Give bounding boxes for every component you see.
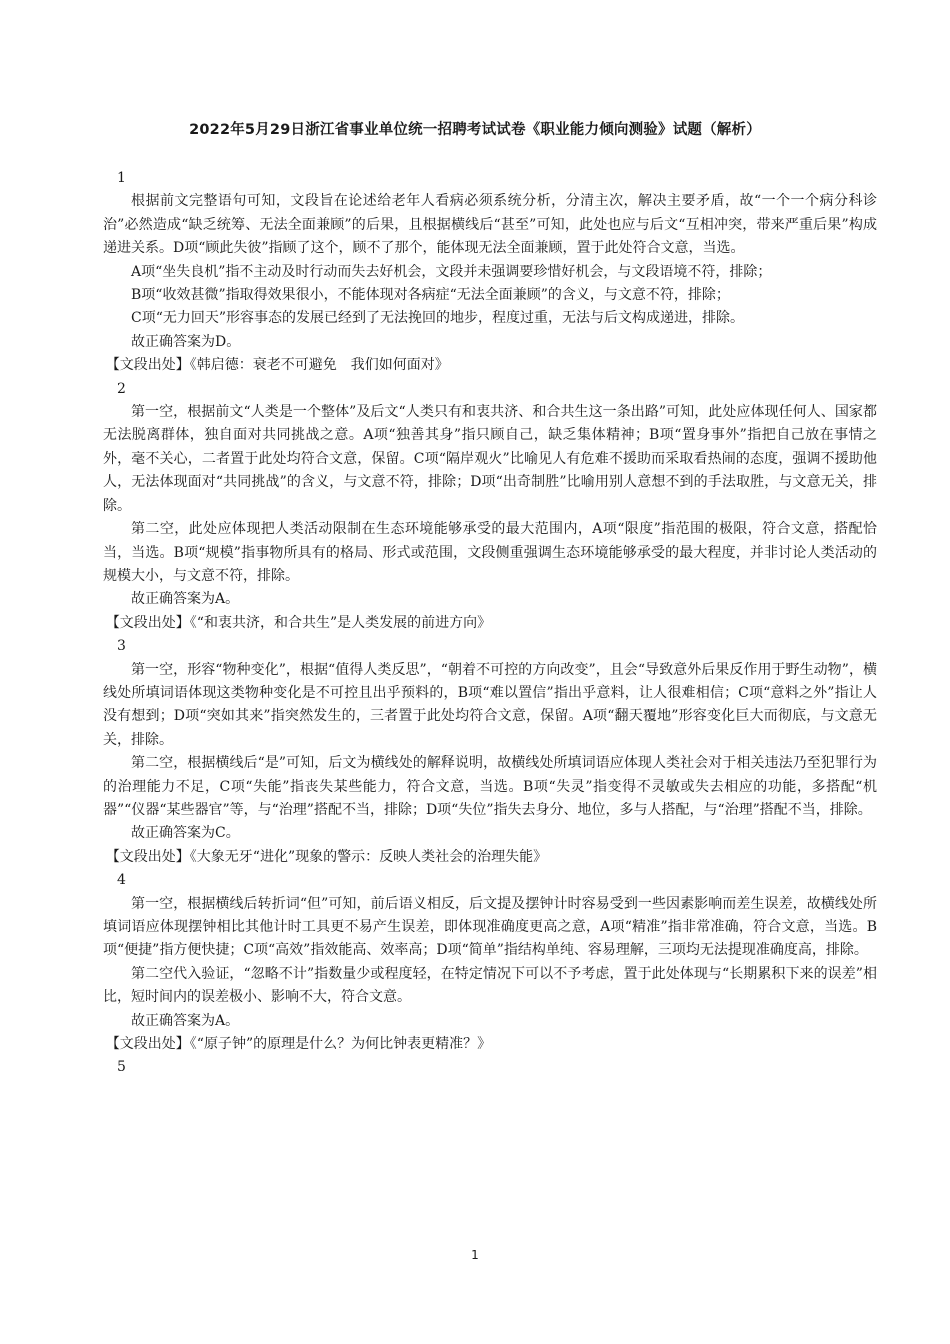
answer-line: 故正确答案为C。 (131, 825, 240, 842)
answer-line: 故正确答案为D。 (131, 333, 241, 350)
question-number: 2 (117, 380, 126, 397)
question-number: 1 (117, 170, 126, 186)
paragraph: 第二空，根据横线后“是”可知，后文为横线处的解释说明，故横线处所填词语应体现人类社会对于相关违法乃至犯罪行为的治理能力不足，C项“失能”指丧失某些能力，符合文意，当选。B项“失灵”指变得不灵敏或失去相应的功能，多搭配“机器”“仪器“某些器官”等，与“治理”搭配不当，排除；D项“失位”指失去身分、地位，多与人搭配，与“治理”搭配不当，排除。 (103, 755, 877, 818)
answer-line: 故正确答案为A。 (131, 1012, 240, 1029)
paragraph: 第一空，根据前文“人类是一个整体”及后文“人类只有和衷共济、和合共生这一条出路”可知，此处应体现任何人、国家都无法脱离群体，独自面对共同挑战之意。A项“独善其身”指只顾自己，缺乏集体精神；B项“置身事外”指把自己放在事情之外，毫不关心，二者置于此处均符合文意，保留。C项“隔岸观火”比喻见人有危难不援助而采取看热闹的态度，强调不援助他人，无法体现面对“共同挑战”的含义，与文意不符，排除；D项“出奇制胜”比喻用别人意想不到的手法取胜，与文意无关，排除。 (103, 404, 877, 514)
page-number: 1 (471, 1248, 479, 1262)
paragraph: A项“坐失良机”指不主动及时行动而失去好机会，文段并未强调要珍惜好机会，与文段语境不符，排除； (131, 263, 772, 280)
paragraph: 第二空代入验证，“忽略不计”指数量少或程度轻，在特定情况下可以不予考虑，置于此处体现与“长期累积下来的误差”相比，短时间内的误差极小、影响不大，符合文意。 (103, 965, 877, 1006)
paragraph: 第二空，此处应体现把人类活动限制在生态环境能够承受的最大范围内，A项“限度”指范围的极限，符合文意，搭配恰当，当选。B项“规模”指事物所具有的格局、形式或范围，文段侧重强调生态环境能够承受的最大程度，并非讨论人类活动的规模大小，与文意不符，排除。 (103, 521, 877, 584)
paragraph: 根据前文完整语句可知，文段旨在论述给老年人看病必须系统分析，分清主次，解决主要矛盾，故“一个一个病分科诊治”必然造成“缺乏统筹、无法全面兼顾”的后果，且根据横线后“甚至”可知，此处也应与后文“互相冲突，带来严重后果”构成递进关系。D项“顾此失彼”指顾了这个，顾不了那个，能体现无法全面兼顾，置于此处符合文意，当选。 (103, 193, 877, 257)
question-number: 4 (117, 872, 126, 889)
paragraph: C项“无力回天”形容事态的发展已经到了无法挽回的地步，程度过重，无法与后文构成递进，排除。 (131, 310, 745, 327)
source-line: 【文段出处】《“和衷共济，和合共生”是人类发展的前进方向》 (105, 614, 492, 631)
question-number: 5 (117, 1059, 126, 1076)
answer-line: 故正确答案为A。 (131, 591, 240, 608)
question-number: 3 (117, 638, 126, 655)
source-line: 【文段出处】《韩启德：衰老不可避免 我们如何面对》 (105, 357, 449, 374)
document-title: 2022年5月29日浙江省事业单位统一招聘考试试卷《职业能力倾向测验》试题（解析） (189, 122, 761, 138)
document-body (103, 167, 877, 1080)
source-line: 【文段出处】《“原子钟”的原理是什么？为何比钟表更精准？》 (105, 1036, 492, 1053)
source-line: 【文段出处】《大象无牙“进化”现象的警示：反映人类社会的治理失能》 (105, 848, 548, 865)
paragraph: B项“收效甚微”指取得效果很小，不能体现对各病症“无法全面兼顾”的含义，与文意不符，排除； (131, 287, 730, 304)
paragraph: 第一空，根据横线后转折词“但”可知，前后语义相反，后文提及摆钟计时容易受到一些因素影响而差生误差，故横线处所填词语应体现摆钟相比其他计时工具更不易产生误差，即体现准确度更高之意，A项“精准”指非常准确，符合文意，当选。B项“便捷”指方便快捷；C项“高效”指效能高、效率高；D项“简单”指结构单纯、容易理解，三项均无法提现准确度高，排除。 (103, 895, 877, 959)
paragraph: 第一空，形容“物种变化”，根据“值得人类反思”，“朝着不可控的方向改变”，且会“导致意外后果反作用于野生动物”，横线处所填词语体现这类物种变化是不可控且出乎预料的，B项“难以置信”指出乎意料，让人很难相信；C项“意料之外”指让人没有想到；D项“突如其来”指突然发生的，三者置于此处均符合文意，保留。A项“翻天覆地”形容变化巨大而彻底，与文意无关，排除。 (103, 661, 877, 748)
